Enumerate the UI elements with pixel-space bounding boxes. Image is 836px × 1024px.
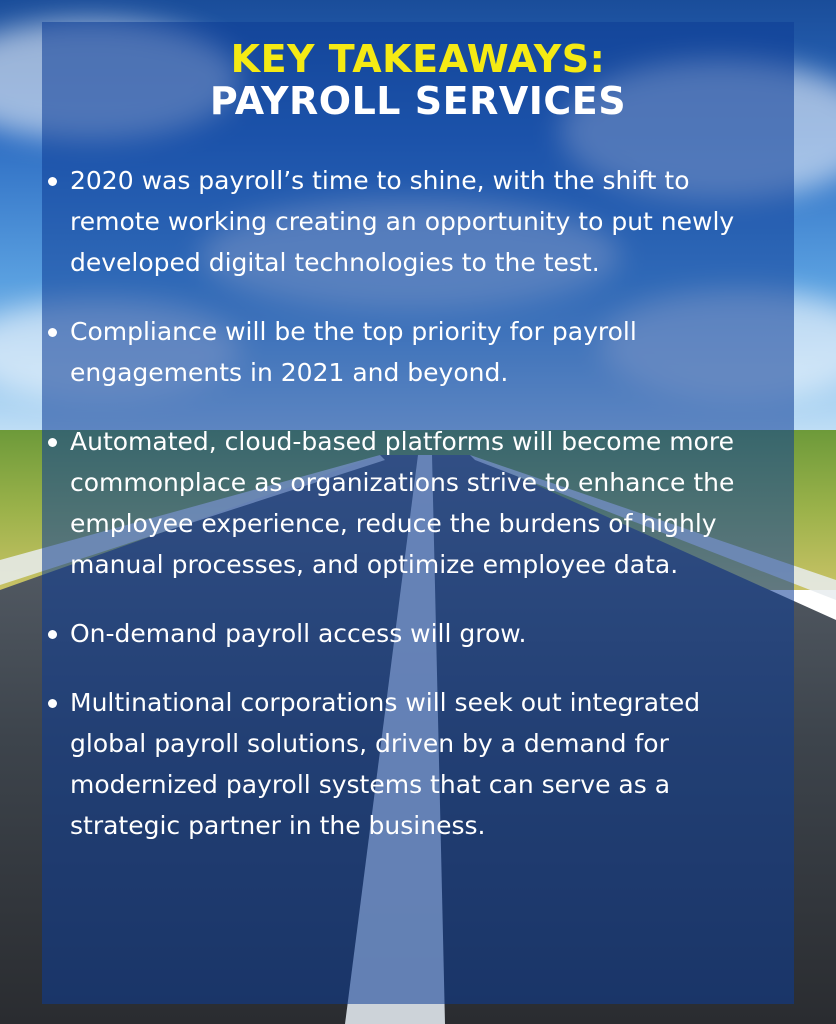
takeaways-list <box>42 160 794 874</box>
takeaway-item <box>42 682 782 846</box>
title-line-key-takeaways: KEY TAKEAWAYS: <box>230 37 606 81</box>
bullet-dot-icon <box>48 328 57 337</box>
takeaway-text: Automated, cloud-based platforms will become more commonplace as organizations strive to enhance the employee experience, reduce the burdens of highly manual processes, and optimize employee data. <box>70 427 735 579</box>
takeaway-text: Multinational corporations will seek out integrated global payroll solutions, driven by a demand for modernized payroll systems that can serve as a strategic partner in the business. <box>70 688 701 840</box>
takeaway-item <box>42 311 782 393</box>
bullet-dot-icon <box>48 699 57 708</box>
takeaway-item <box>42 160 782 283</box>
title-line-payroll-services: PAYROLL SERVICES <box>209 79 627 123</box>
bullet-dot-icon <box>48 177 57 186</box>
takeaway-item <box>42 421 782 585</box>
bullet-dot-icon <box>48 630 57 639</box>
takeaway-text: On-demand payroll access will grow. <box>70 619 527 648</box>
page-title <box>0 38 836 122</box>
takeaway-item <box>42 613 782 654</box>
takeaway-text: 2020 was payroll’s time to shine, with the shift to remote working creating an opportunity to put newly developed digital technologies to the test. <box>70 166 735 277</box>
takeaway-text: Compliance will be the top priority for payroll engagements in 2021 and beyond. <box>70 317 637 387</box>
bullet-dot-icon <box>48 438 57 447</box>
